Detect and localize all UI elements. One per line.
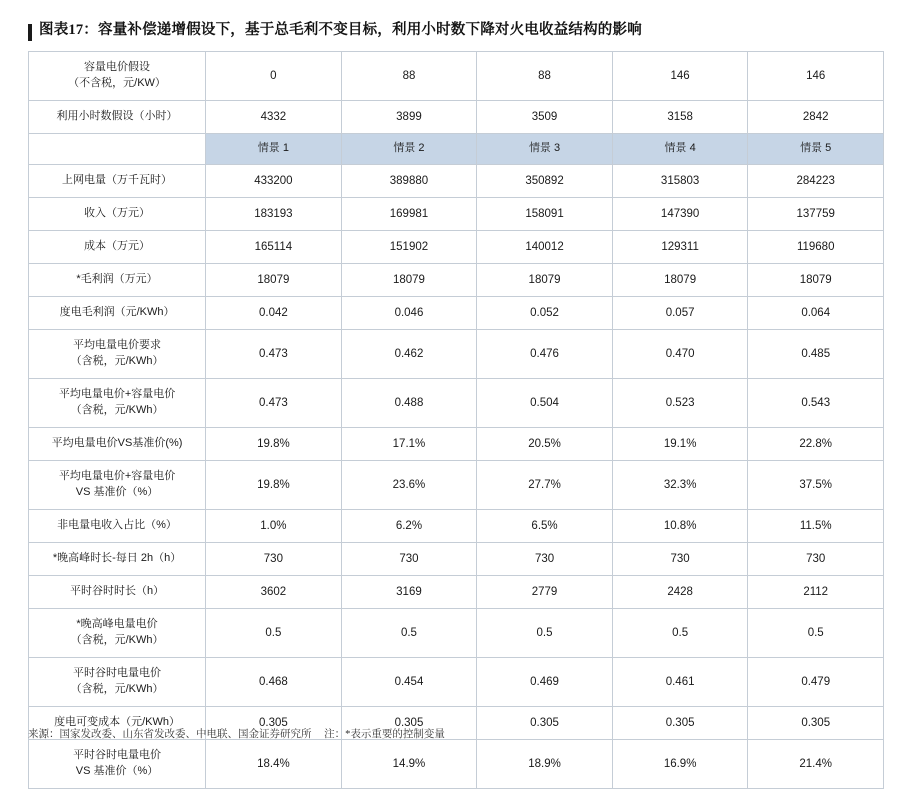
table-cell: 32.3% — [612, 461, 748, 510]
table-cell: 18079 — [748, 264, 884, 297]
table-cell: 情景 5 — [748, 134, 884, 165]
row-label-line: 平时谷时时长（h） — [69, 585, 165, 598]
table-cell: 0.057 — [612, 297, 748, 330]
table-cell: 146 — [748, 52, 884, 101]
row-label-line: （不含税，元/KW） — [68, 77, 166, 89]
table-cell: 2779 — [477, 576, 613, 609]
row-label-line: 度电可变成本（元/KWh） — [54, 716, 180, 729]
table-row — [29, 740, 884, 789]
title-accent-bar — [28, 24, 32, 41]
table-cell: 2842 — [748, 101, 884, 134]
row-label — [29, 165, 206, 198]
row-label-line: 利用小时数假设（小时） — [56, 110, 178, 123]
table-cell: 0.504 — [477, 379, 613, 428]
table-cell: 119680 — [748, 231, 884, 264]
table-body — [29, 52, 884, 789]
table-cell: 165114 — [206, 231, 342, 264]
row-label-line: *晚高峰时长-每日 2h（h） — [52, 552, 182, 565]
row-label — [29, 543, 206, 576]
table-cell: 情景 1 — [206, 134, 342, 165]
row-label — [29, 101, 206, 134]
table-row — [29, 461, 884, 510]
table-row — [29, 428, 884, 461]
row-label-line: 平均电量电价+容量电价 — [58, 388, 176, 401]
table-cell: 730 — [477, 543, 613, 576]
table-cell: 0.462 — [341, 330, 477, 379]
table-row — [29, 543, 884, 576]
table-cell: 0.064 — [748, 297, 884, 330]
table-cell: 0.305 — [206, 707, 342, 740]
table-cell: 0.479 — [748, 658, 884, 707]
row-label-line: 容量电价假设 — [84, 61, 151, 74]
table-cell: 183193 — [206, 198, 342, 231]
table-cell: 2428 — [612, 576, 748, 609]
table-cell: 0.523 — [612, 379, 748, 428]
row-label — [29, 461, 206, 510]
table-cell: 0.305 — [341, 707, 477, 740]
table-cell: 18079 — [477, 264, 613, 297]
table-cell: 140012 — [477, 231, 613, 264]
row-label-line: 平均电量电价VS基准价(%) — [51, 437, 183, 450]
row-label-line: VS 基准价（%） — [75, 486, 159, 498]
table-cell: 0.305 — [477, 707, 613, 740]
table-cell: 16.9% — [612, 740, 748, 789]
row-label — [29, 609, 206, 658]
table-cell: 0 — [206, 52, 342, 101]
table-cell: 0.470 — [612, 330, 748, 379]
table-cell: 18.4% — [206, 740, 342, 789]
row-label-line: 平时谷时电量电价 — [73, 749, 162, 762]
table-cell: 23.6% — [341, 461, 477, 510]
row-label — [29, 428, 206, 461]
table-cell: 730 — [612, 543, 748, 576]
table-cell: 0.469 — [477, 658, 613, 707]
table-cell: 14.9% — [341, 740, 477, 789]
table-cell: 22.8% — [748, 428, 884, 461]
table-cell: 2112 — [748, 576, 884, 609]
row-label-line: 度电毛利润（元/KWh） — [59, 306, 175, 319]
table-cell: 0.468 — [206, 658, 342, 707]
table-cell: 0.5 — [748, 609, 884, 658]
table-cell: 情景 2 — [341, 134, 477, 165]
table-cell: 0.5 — [206, 609, 342, 658]
table-cell: 0.488 — [341, 379, 477, 428]
row-label — [29, 330, 206, 379]
table-cell: 19.8% — [206, 461, 342, 510]
table-cell: 3169 — [341, 576, 477, 609]
row-label-line: 成本（万元） — [84, 240, 151, 253]
page-title: 图表17：容量补偿递增假设下，基于总毛利不变目标，利用小时数下降对火电收益结构的影响 — [39, 22, 642, 38]
table-cell: 0.5 — [341, 609, 477, 658]
table-cell: 284223 — [748, 165, 884, 198]
table-cell: 37.5% — [748, 461, 884, 510]
table-cell: 18079 — [206, 264, 342, 297]
table-cell: 88 — [341, 52, 477, 101]
row-label-line: （含税，元/KWh） — [70, 355, 164, 367]
table-cell: 137759 — [748, 198, 884, 231]
table-cell: 0.461 — [612, 658, 748, 707]
table-cell: 21.4% — [748, 740, 884, 789]
table-row — [29, 52, 884, 101]
row-label-line: 非电量电收入占比（%） — [57, 519, 177, 532]
table-cell: 情景 3 — [477, 134, 613, 165]
row-label — [29, 740, 206, 789]
row-label-line: *晚高峰电量电价 — [76, 618, 158, 631]
row-label — [29, 297, 206, 330]
table-cell: 0.485 — [748, 330, 884, 379]
table-cell: 18.9% — [477, 740, 613, 789]
row-label-line: 平均电量电价+容量电价 — [58, 470, 176, 483]
table-cell: 3899 — [341, 101, 477, 134]
row-label — [29, 379, 206, 428]
table-cell: 0.042 — [206, 297, 342, 330]
table-cell: 17.1% — [341, 428, 477, 461]
table-cell: 146 — [612, 52, 748, 101]
table-cell: 6.2% — [341, 510, 477, 543]
row-label-line: VS 基准价（%） — [75, 765, 159, 777]
table-cell: 11.5% — [748, 510, 884, 543]
table-cell: 0.5 — [477, 609, 613, 658]
row-label — [29, 264, 206, 297]
row-label — [29, 510, 206, 543]
table-row — [29, 198, 884, 231]
table-cell: 730 — [748, 543, 884, 576]
table-cell: 19.1% — [612, 428, 748, 461]
table-cell: 0.305 — [748, 707, 884, 740]
table-cell: 389880 — [341, 165, 477, 198]
row-label-line: 平均电量电价要求 — [73, 339, 162, 352]
table-cell: 0.543 — [748, 379, 884, 428]
figure-title — [28, 0, 884, 51]
table-row — [29, 297, 884, 330]
table-row — [29, 231, 884, 264]
table-cell: 350892 — [477, 165, 613, 198]
table-cell: 0.052 — [477, 297, 613, 330]
row-label-line: 平时谷时电量电价 — [73, 667, 162, 680]
table-row — [29, 510, 884, 543]
table-cell: 0.305 — [612, 707, 748, 740]
table-cell: 730 — [206, 543, 342, 576]
table-row — [29, 576, 884, 609]
scenario-table — [28, 51, 884, 789]
table-cell: 10.8% — [612, 510, 748, 543]
row-label — [29, 134, 206, 165]
table-cell: 0.473 — [206, 379, 342, 428]
table-cell: 169981 — [341, 198, 477, 231]
row-label-line: （含税，元/KWh） — [70, 634, 164, 646]
table-row — [29, 101, 884, 134]
row-label — [29, 231, 206, 264]
table-row — [29, 609, 884, 658]
table-cell: 88 — [477, 52, 613, 101]
row-label — [29, 198, 206, 231]
table-cell: 27.7% — [477, 461, 613, 510]
row-label — [29, 576, 206, 609]
table-cell: 1.0% — [206, 510, 342, 543]
table-cell: 3158 — [612, 101, 748, 134]
table-cell: 730 — [341, 543, 477, 576]
table-cell: 3509 — [477, 101, 613, 134]
source-note: 注：*表示重要的控制变量 — [324, 729, 445, 740]
table-cell: 4332 — [206, 101, 342, 134]
table-cell: 0.454 — [341, 658, 477, 707]
row-label-line: 收入（万元） — [84, 207, 151, 220]
row-label-line: 上网电量（万千瓦时） — [62, 174, 173, 187]
table-cell: 18079 — [612, 264, 748, 297]
row-label-line: （含税，元/KWh） — [70, 404, 164, 416]
table-cell: 315803 — [612, 165, 748, 198]
table-row — [29, 134, 884, 165]
table-cell: 147390 — [612, 198, 748, 231]
table-row — [29, 264, 884, 297]
table-row — [29, 658, 884, 707]
row-label — [29, 658, 206, 707]
table-cell: 19.8% — [206, 428, 342, 461]
table-cell: 0.473 — [206, 330, 342, 379]
table-cell: 6.5% — [477, 510, 613, 543]
table-cell: 18079 — [341, 264, 477, 297]
table-cell: 3602 — [206, 576, 342, 609]
table-cell: 0.476 — [477, 330, 613, 379]
table-cell: 129311 — [612, 231, 748, 264]
row-label — [29, 52, 206, 101]
table-cell: 0.5 — [612, 609, 748, 658]
table-row — [29, 330, 884, 379]
table-cell: 151902 — [341, 231, 477, 264]
table-cell: 0.046 — [341, 297, 477, 330]
table-cell: 20.5% — [477, 428, 613, 461]
table-cell: 433200 — [206, 165, 342, 198]
source-text: 来源：国家发改委、山东省发改委、中电联、国金证券研究所 — [28, 729, 312, 740]
row-label-line: （含税，元/KWh） — [70, 683, 164, 695]
table-cell: 158091 — [477, 198, 613, 231]
table-cell: 情景 4 — [612, 134, 748, 165]
row-label-line: *毛利润（万元） — [76, 273, 158, 286]
table-row — [29, 379, 884, 428]
source-line — [28, 726, 445, 741]
table-row — [29, 165, 884, 198]
